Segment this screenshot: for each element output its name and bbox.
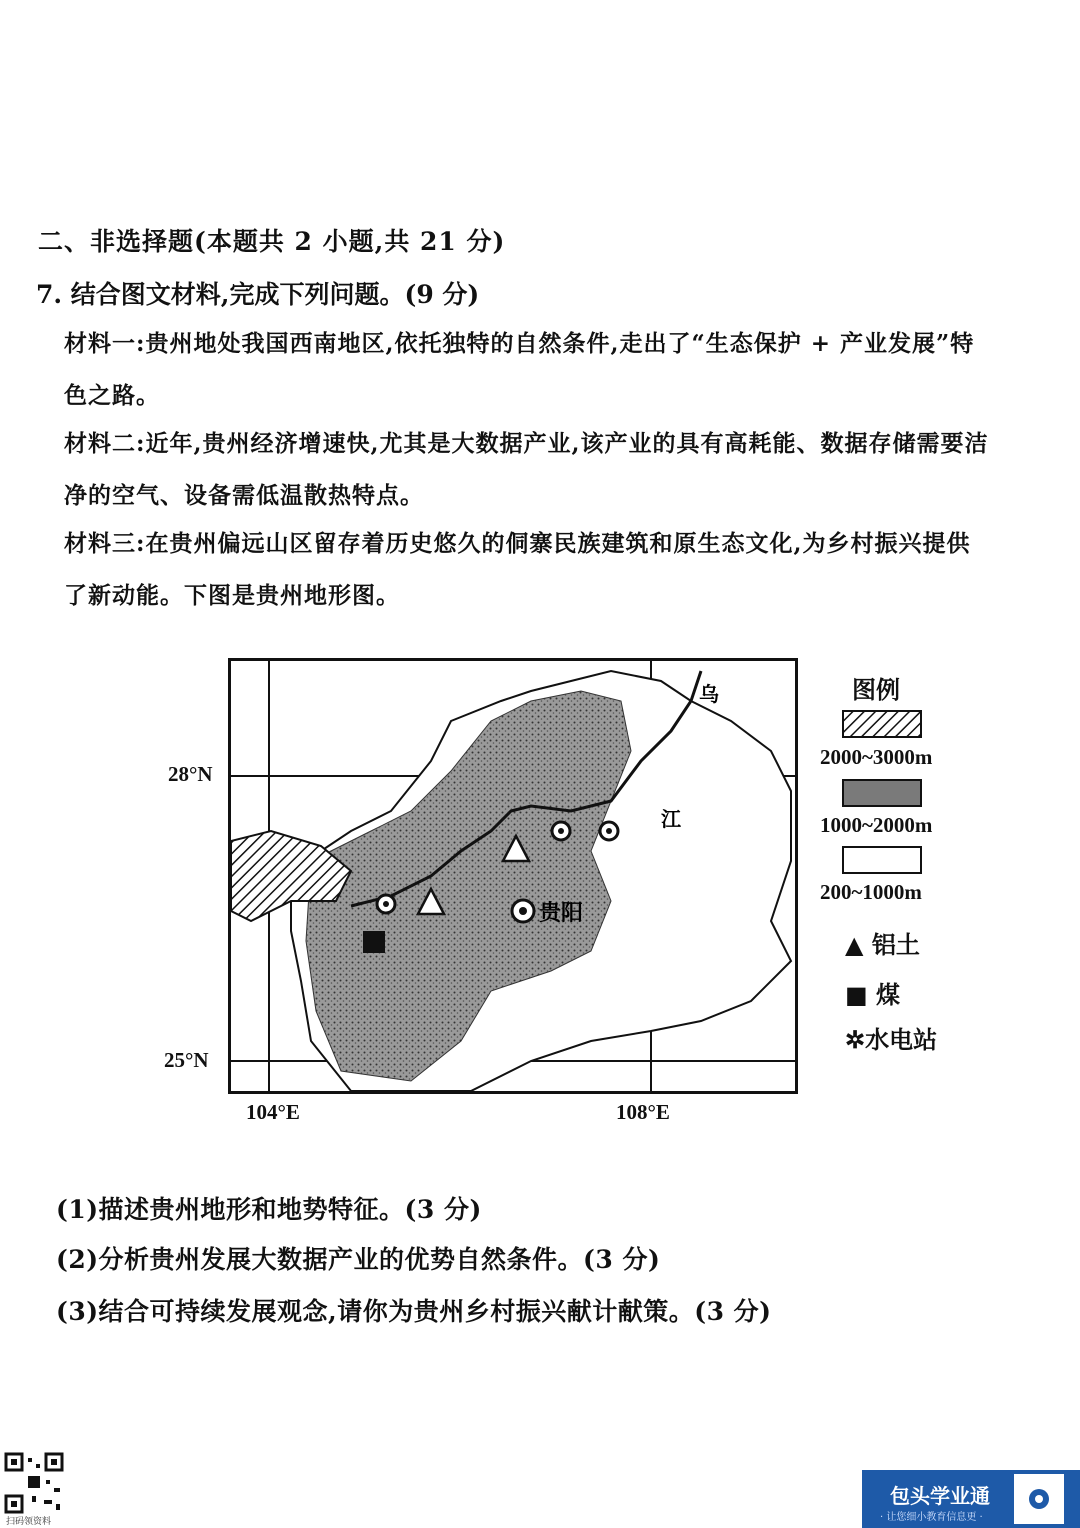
material-3-line-2: 了新动能。下图是贵州地形图。 — [64, 582, 400, 609]
section-title: 二、非选择题(本题共 2 小题,共 21 分) — [38, 227, 506, 256]
legend-bauxite — [845, 925, 920, 960]
latitude-28-label: 28°N — [168, 762, 213, 786]
sub-question-1: (1)描述贵州地形和地势特征。(3 分) — [56, 1195, 482, 1224]
coal-marker — [363, 931, 385, 953]
coal-icon: ■ — [845, 980, 868, 1009]
material-1-line-1: 材料一:贵州地处我国西南地区,依托独特的自然条件,走出了“生态保护 + 产业发展”特 — [64, 330, 975, 357]
legend-low-label: 200~1000m — [820, 880, 922, 904]
river-label-wu: 乌 — [699, 682, 719, 706]
guiyang-marker — [512, 900, 534, 922]
material-1 — [64, 318, 1064, 422]
guizhou-terrain-map — [228, 658, 798, 1094]
qr-code-icon — [4, 1452, 64, 1514]
sub-question-3: (3)结合可持续发展观念,请你为贵州乡村振兴献计献策。(3 分) — [56, 1297, 772, 1326]
legend-hydro-label: 水电站 — [865, 1025, 938, 1054]
brand-name: 包头学业通 — [890, 1484, 990, 1508]
longitude-108-label: 108°E — [616, 1100, 670, 1124]
latitude-25-label: 25°N — [164, 1048, 209, 1072]
legend-title: 图例 — [852, 675, 900, 704]
brand-tagline: · 让您细小教育信息更 · — [880, 1512, 983, 1523]
legend-high-swatch — [842, 710, 922, 738]
material-2-line-1: 材料二:近年,贵州经济增速快,尤其是大数据产业,该产业的具有高耗能、数据存储需要洁 — [64, 430, 989, 457]
material-1-line-2: 色之路。 — [64, 382, 160, 409]
material-3-line-1: 材料三:在贵州偏远山区留存着历史悠久的侗寨民族建筑和原生态文化,为乡村振兴提供 — [64, 530, 971, 557]
legend-coal-label: 煤 — [876, 980, 901, 1009]
hydro-station-marker — [600, 822, 618, 840]
material-3 — [64, 518, 1064, 622]
hydro-station-marker — [377, 895, 395, 913]
sub-question-2: (2)分析贵州发展大数据产业的优势自然条件。(3 分) — [56, 1245, 661, 1274]
bauxite-icon: ▲ — [845, 930, 864, 959]
river-label-jiang: 江 — [661, 807, 681, 831]
legend-mid-swatch — [842, 779, 922, 807]
brand-qr-icon — [1014, 1474, 1064, 1524]
legend-bauxite-label: 铝土 — [871, 930, 920, 959]
map-svg — [231, 661, 795, 1091]
question-title: 7. 结合图文材料,完成下列问题。(9 分) — [36, 280, 480, 309]
qr-caption: 扫码领资料 — [6, 1517, 52, 1527]
city-label: 贵阳 — [539, 901, 584, 926]
longitude-104-label: 104°E — [246, 1100, 300, 1124]
legend-hydro — [845, 1020, 937, 1055]
legend-high-label: 2000~3000m — [820, 745, 933, 769]
hydro-station-icon: ✲ — [845, 1025, 866, 1054]
material-2-line-2: 净的空气、设备需低温散热特点。 — [64, 482, 424, 509]
legend-low-swatch — [842, 846, 922, 874]
legend-coal — [845, 975, 900, 1010]
legend-mid-label: 1000~2000m — [820, 813, 933, 837]
hydro-station-marker — [552, 822, 570, 840]
material-2 — [64, 418, 1064, 522]
